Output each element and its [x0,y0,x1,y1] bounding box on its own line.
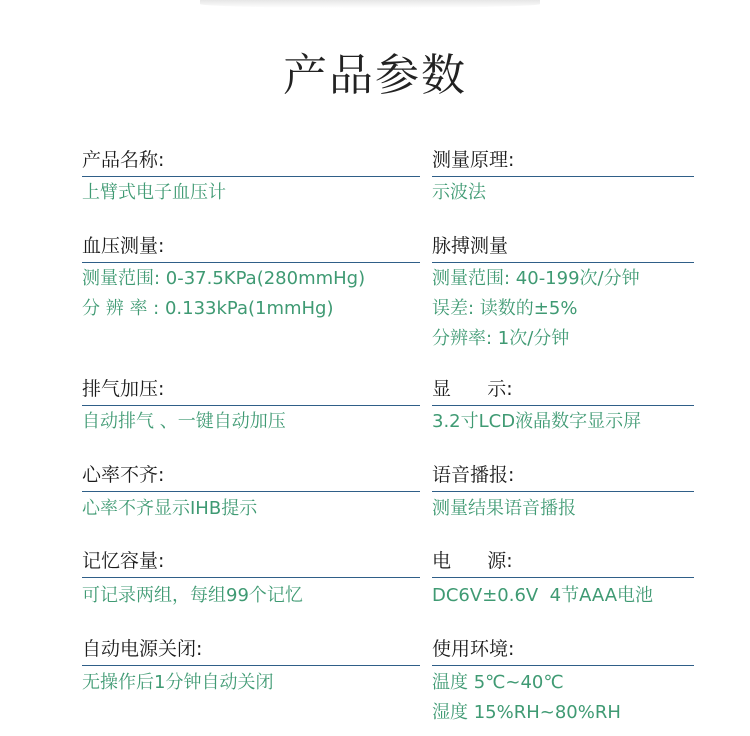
param-value: 温度 5℃~40℃ [432,672,564,693]
param-label: 产品名称: [82,149,165,171]
param-values [432,668,694,728]
page-title: 产品参数 [283,50,467,101]
param-label: 显 示: [432,378,513,400]
param-label: 脉搏测量 [432,235,509,257]
divider [82,262,420,263]
param-values [82,581,382,611]
param-label: 心率不齐: [82,464,165,486]
divider [432,665,694,666]
param-values [82,668,382,698]
param-voice [432,462,694,490]
param-power [432,548,694,576]
param-values [432,407,694,437]
param-label: 记忆容量: [82,550,165,572]
param-values [82,407,382,437]
param-values [432,178,694,208]
param-value: 示波法 [432,182,486,203]
param-value: 湿度 15%RH~80%RH [432,702,621,723]
divider [432,262,694,263]
param-value: DC6V±0.6V 4节AAA电池 [432,585,654,606]
param-values [432,581,694,611]
param-environment [432,636,694,664]
param-value: 自动排气 、一键自动加压 [82,411,286,432]
param-auto-power-off [82,636,382,664]
param-measure-principle [432,147,694,175]
divider [432,405,694,406]
param-value: 3.2寸LCD液晶数字显示屏 [432,411,642,432]
param-values [82,264,382,324]
param-value: 分 辨 率 : 0.133kPa(1mmHg) [82,298,334,319]
param-bp-measure [82,233,382,261]
divider [82,577,420,578]
param-value: 测量结果语音播报 [432,498,576,519]
divider [82,491,420,492]
param-label: 使用环境: [432,638,515,660]
param-value: 误差: 读数的±5% [432,298,578,319]
param-arrhythmia [82,462,382,490]
divider [82,405,420,406]
param-label: 语音播报: [432,464,515,486]
param-memory [82,548,382,576]
divider [82,176,420,177]
param-values [82,494,382,524]
param-pulse-measure [432,233,694,261]
param-value: 测量范围: 0-37.5KPa(280mmHg) [82,268,366,289]
param-value: 上臂式电子血压计 [82,182,226,203]
param-label: 排气加压: [82,378,165,400]
param-value: 可记录两组，每组99个记忆 [82,585,303,606]
param-values [432,494,694,524]
param-display [432,376,694,404]
param-label: 血压测量: [82,235,165,257]
param-values [432,264,694,354]
param-value: 无操作后1分钟自动关闭 [82,672,274,693]
param-label: 自动电源关闭: [82,638,203,660]
param-value: 分辨率: 1次/分钟 [432,328,570,349]
param-value: 心率不齐显示IHB提示 [82,498,258,519]
param-values [82,178,382,208]
param-label: 测量原理: [432,149,515,171]
param-value: 测量范围: 40-199次/分钟 [432,268,640,289]
top-shadow [200,0,540,8]
divider [432,577,694,578]
divider [82,665,420,666]
param-label: 电 源: [432,550,513,572]
param-exhaust-pressurize [82,376,382,404]
param-product-name [82,147,382,175]
divider [432,176,694,177]
divider [432,491,694,492]
